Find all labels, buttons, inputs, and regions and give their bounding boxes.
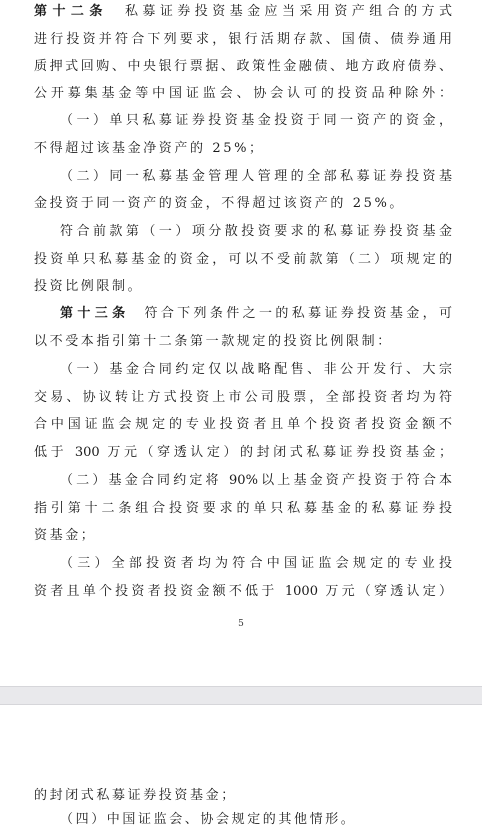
condition-1-line-1: （一）基金合同约定仅以战略配售、非公开发行、大宗	[60, 362, 452, 377]
article-12-text: 私募证券投资基金应当采用资产组合的方式	[124, 4, 452, 19]
article-12-line-3: 质押式回购、中央银行票据、政策性金融债、地方政府债券、	[34, 59, 452, 74]
item-2-line-2: 金投资于同一资产的资金，不得超过该资产的 25%。	[34, 196, 406, 211]
condition-2-line-1: （二）基金合同约定将 90%以上基金资产投资于符合本	[60, 473, 452, 488]
condition-3-line-2: 资者且单个投资者投资金额不低于 1000 万元（穿透认定）	[34, 584, 452, 599]
condition-1-line-2: 交易、协议转让方式投资上市公司股票，全部投资者均为符	[34, 390, 452, 405]
article-12-line-2: 进行投资并符合下列要求，银行活期存款、国债、债券通用	[34, 32, 452, 47]
para-line-3: 投资比例限制。	[34, 279, 144, 294]
article-13-heading: 第十三条	[60, 306, 130, 321]
document-page-6	[0, 705, 482, 830]
article-12-heading: 第十二条	[34, 4, 108, 19]
condition-3-line-1: （三）全部投资者均为符合中国证监会规定的专业投	[60, 556, 452, 571]
article-13-text: 符合下列条件之一的私募证券投资基金，可	[144, 306, 452, 321]
condition-2-line-3: 资基金；	[34, 528, 97, 543]
item-2-line-1: （二）同一私募基金管理人管理的全部私募证券投资基	[60, 169, 452, 184]
article-13-line-2: 以不受本指引第十二条第一款规定的投资比例限制：	[34, 334, 393, 349]
article-12-line-4: 公开募集基金等中国证监会、协会认可的投资品种除外：	[34, 86, 452, 101]
condition-1-line-3: 合中国证监会规定的专业投资者且单个投资者投资金额不	[34, 417, 452, 432]
page-number: 5	[238, 619, 244, 629]
para-line-1: 符合前款第（一）项分散投资要求的私募证券投资基金	[60, 224, 452, 239]
condition-2-line-2: 指引第十二条组合投资要求的单只私募基金的私募证券投	[34, 501, 452, 516]
condition-3-continuation: 的封闭式私募证券投资基金；	[34, 788, 237, 803]
item-1-line-1: （一）单只私募证券投资基金投资于同一资产的资金，	[60, 113, 452, 128]
item-1-line-2: 不得超过该基金净资产的 25%；	[34, 141, 265, 156]
para-line-2: 投资单只私募基金的资金，可以不受前款第（二）项规定的	[34, 252, 452, 267]
article-12-line-1	[34, 3, 452, 21]
page-separator	[0, 686, 482, 705]
article-13-line-1	[34, 305, 452, 323]
condition-1-line-4: 低于 300 万元（穿透认定）的封闭式私募证券投资基金；	[34, 445, 452, 460]
condition-4-line: （四）中国证监会、协会规定的其他情形。	[60, 812, 357, 827]
